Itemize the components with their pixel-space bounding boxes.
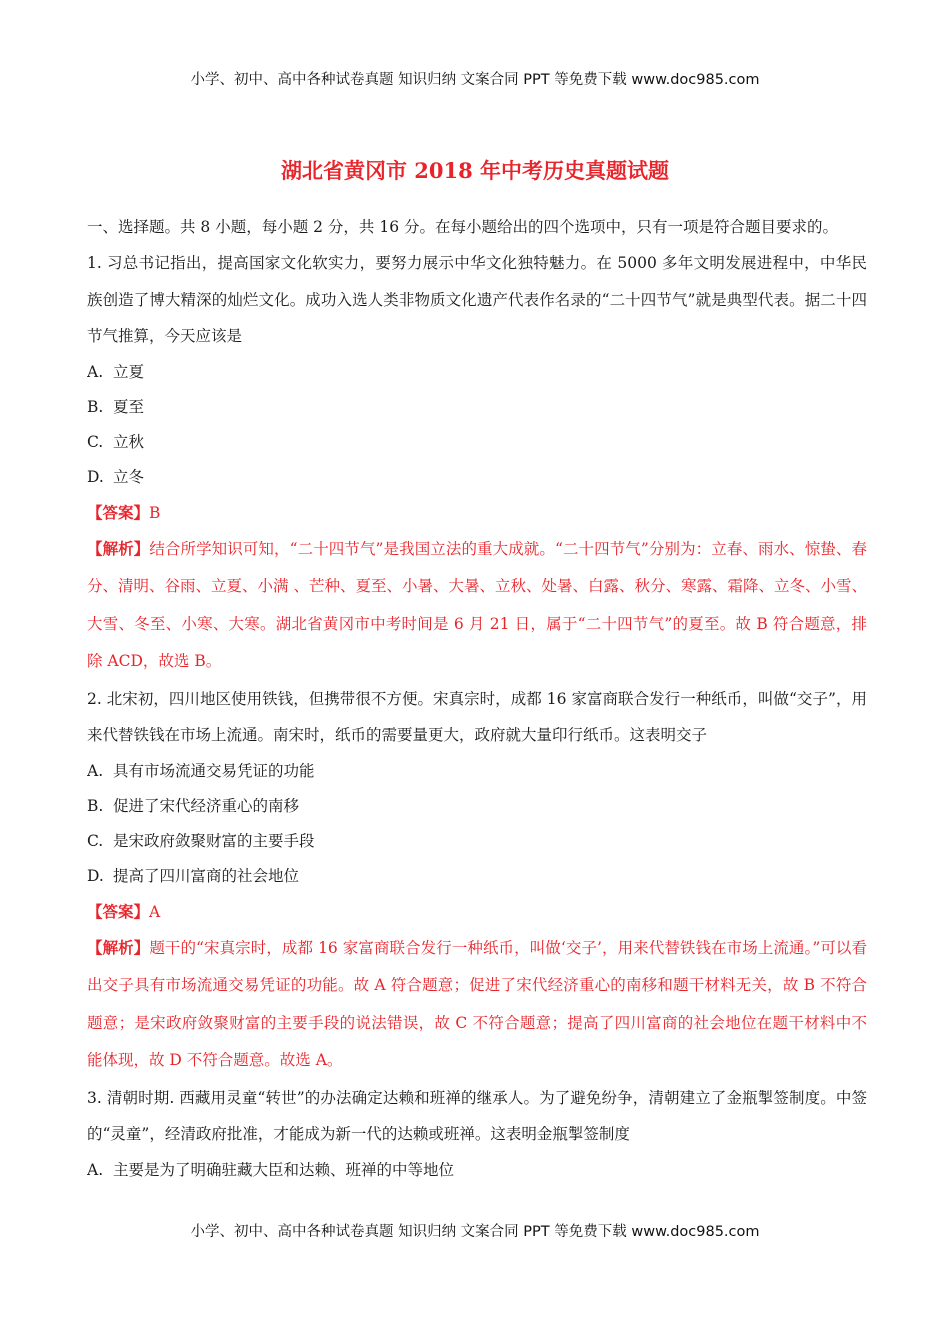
question-3-stem: 3. 清朝时期. 西藏用灵童“转世”的办法确定达赖和班禅的继承人。为了避免纷争，清朝建立了金瓶掣签制度。中签的“灵童”，经清政府批准，才能成为新一代的达赖或班禅。这表明金瓶掣签制度 xyxy=(87,1088,867,1143)
option-letter: A. xyxy=(87,362,104,381)
answer-value: B xyxy=(149,503,161,522)
option-letter: C. xyxy=(87,831,104,850)
answer-tag: 【答案】 xyxy=(87,901,150,921)
option-text: 立秋 xyxy=(113,432,145,451)
question-2-option-d xyxy=(87,859,867,894)
question-2-analysis xyxy=(87,929,867,1080)
option-letter: A. xyxy=(87,1160,104,1179)
question-1-option-b xyxy=(87,390,867,425)
question-1-answer xyxy=(87,495,867,530)
option-letter: B. xyxy=(87,397,104,416)
option-text: 立夏 xyxy=(113,362,145,381)
answer-value: A xyxy=(149,902,161,921)
section-intro: 一、选择题。共 8 小题，每小题 2 分，共 16 分。在每小题给出的四个选项中，只有一项是符合题目要求的。 xyxy=(87,218,839,236)
question-1-option-d xyxy=(87,460,867,495)
option-text: 立冬 xyxy=(113,467,145,486)
question-3-option-a xyxy=(87,1153,867,1188)
analysis-tag: 【解析】 xyxy=(87,937,150,957)
question-1-option-a xyxy=(87,355,867,390)
option-text: 提高了四川富商的社会地位 xyxy=(113,866,300,885)
option-text: 主要是为了明确驻藏大臣和达赖、班禅的中等地位 xyxy=(113,1160,455,1179)
page-header: 小学、初中、高中各种试卷真题 知识归纳 文案合同 PPT 等免费下载 www.doc985.com xyxy=(190,72,760,88)
option-text: 促进了宋代经济重心的南移 xyxy=(113,796,300,815)
analysis-tag: 【解析】 xyxy=(87,538,150,558)
question-2-option-c xyxy=(87,824,867,859)
option-letter: B. xyxy=(87,796,104,815)
option-letter: A. xyxy=(87,761,104,780)
option-letter: D. xyxy=(87,866,104,885)
question-1-option-c xyxy=(87,425,867,460)
option-text: 夏至 xyxy=(113,397,145,416)
question-2-option-a xyxy=(87,754,867,789)
option-letter: D. xyxy=(87,467,104,486)
document-body xyxy=(87,210,867,1188)
document-title: 湖北省黄冈市 2018 年中考历史真题试题 xyxy=(280,158,670,183)
question-2-stem: 2. 北宋初，四川地区使用铁钱，但携带很不方便。宋真宗时，成都 16 家富商联合发行一种纸币，叫做“交子”，用来代替铁钱在市场上流通。南宋时，纸币的需要量更大，政府就大量印行纸币。这表明交子 xyxy=(87,689,867,744)
question-2-option-b xyxy=(87,789,867,824)
analysis-text: 题干的“宋真宗时，成都 16 家富商联合发行一种纸币，叫做‘交子’，用来代替铁钱在市场上流通。”可以看出交子具有市场流通交易凭证的功能。故 A 符合题意；促进了宋代经济重心的南移和题干材料无关，故 B 不符合题意；是宋政府敛聚财富的主要手段的说法错误，故 C 不符合题意；提高了四川富商的社会地位在题干材料中不能体现，故 D 不符合题意。故选 A。 xyxy=(87,938,867,1069)
question-1-stem: 1. 习总书记指出，提高国家文化软实力，要努力展示中华文化独特魅力。在 5000 多年文明发展进程中，中华民族创造了博大精深的灿烂文化。成功入选人类非物质文化遗产代表作名录的“二十四节气”就是典型代表。据二十四节气推算，今天应该是 xyxy=(87,254,867,345)
question-2-answer xyxy=(87,894,867,929)
option-letter: C. xyxy=(87,432,104,451)
option-text: 是宋政府敛聚财富的主要手段 xyxy=(113,831,315,850)
page-footer: 小学、初中、高中各种试卷真题 知识归纳 文案合同 PPT 等免费下载 www.doc985.com xyxy=(190,1224,760,1240)
answer-tag: 【答案】 xyxy=(87,502,150,522)
question-1-analysis xyxy=(87,530,867,681)
option-text: 具有市场流通交易凭证的功能 xyxy=(113,761,315,780)
analysis-text: 结合所学知识可知，“二十四节气”是我国立法的重大成就。“二十四节气”分别为：立春、雨水、惊蛰、春分、清明、谷雨、立夏、小满 、芒种、夏至、小暑、大暑、立秋、处暑、白露、秋分、寒露、霜降、立冬、小雪、大雪、冬至、小寒、大寒。湖北省黄冈市中考时间是 6 月 21 日，属于“二十四节气”的夏至。故 B 符合题意，排除 ACD，故选 B。 xyxy=(87,539,867,670)
